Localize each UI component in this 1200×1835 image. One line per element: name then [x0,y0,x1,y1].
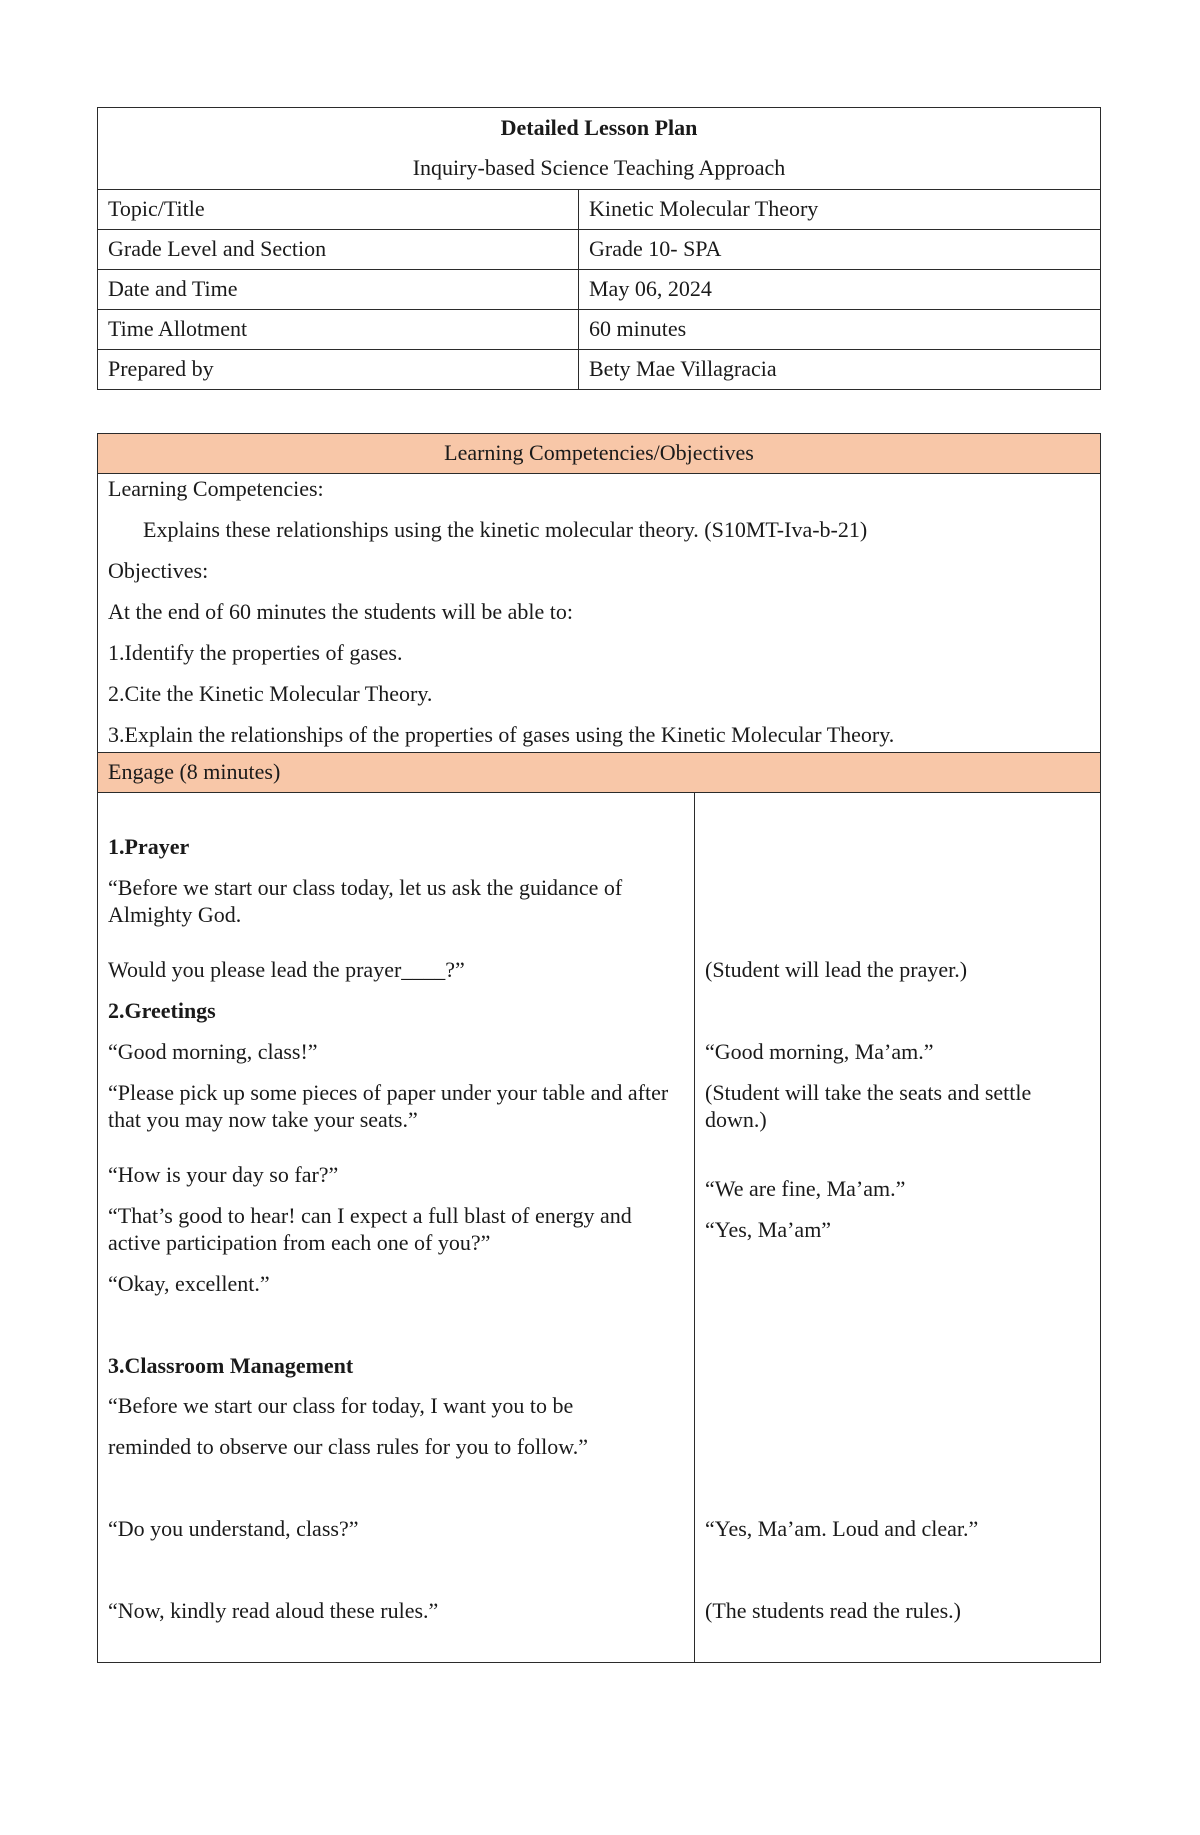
teacher-line: “Good morning, class!” [108,1039,318,1064]
row-label: Grade Level and Section [98,230,579,270]
teacher-line: “Before we start our class for today, I want you to be [108,1393,574,1418]
objectives-intro: At the end of 60 minutes the students will be able to: [108,599,573,624]
teacher-activity-column [98,793,695,1663]
prayer-heading: 1.Prayer [108,834,190,859]
table-row [98,350,1101,390]
lesson-info-table [97,107,1101,390]
competency-text: Explains these relationships using the kinetic molecular theory. (S10MT-Iva-b-21) [143,517,868,542]
row-value: May 06, 2024 [579,270,1101,310]
row-label: Time Allotment [98,310,579,350]
student-response: (The students read the rules.) [705,1598,961,1623]
document-title: Detailed Lesson Plan [500,115,698,140]
teacher-line: “Before we start our class today, let us ask the guidance of Almighty God. [108,875,623,927]
title-cell [98,108,1101,190]
objectives-label: Objectives: [108,558,209,583]
competencies-heading: Learning Competencies/Objectives [98,434,1101,474]
teacher-line: “Now, kindly read aloud these rules.” [108,1598,439,1623]
student-response: (Student will take the seats and settle down.) [705,1080,1032,1132]
competencies-label: Learning Competencies: [108,476,324,501]
engage-heading: Engage (8 minutes) [98,753,1101,793]
competencies-cell [98,474,1101,753]
table-row [98,270,1101,310]
row-value: Bety Mae Villagracia [579,350,1101,390]
teacher-line: “Please pick up some pieces of paper under your table and after that you may now take your seats.” [108,1080,669,1132]
teacher-line: reminded to observe our class rules for you to follow.” [108,1434,589,1459]
row-label: Prepared by [98,350,579,390]
objective-item: 3.Explain the relationships of the properties of gases using the Kinetic Molecular Theory. [108,722,895,747]
objective-item: 1.Identify the properties of gases. [108,640,403,665]
lesson-body-table [97,433,1101,1663]
objective-item: 2.Cite the Kinetic Molecular Theory. [108,681,433,706]
row-value: Grade 10- SPA [579,230,1101,270]
teacher-line: “Do you understand, class?” [108,1516,359,1541]
teacher-line: “Okay, excellent.” [108,1271,270,1296]
classroom-management-heading: 3.Classroom Management [108,1353,354,1378]
student-response: “Yes, Ma’am” [705,1217,832,1242]
row-value: 60 minutes [579,310,1101,350]
student-response: (Student will lead the prayer.) [705,957,968,982]
table-row [98,310,1101,350]
teacher-line: “That’s good to hear! can I expect a full blast of energy and active participation from each one of you?” [108,1203,632,1255]
row-label: Date and Time [98,270,579,310]
row-value: Kinetic Molecular Theory [579,190,1101,230]
student-activity-column [695,793,1101,1663]
teacher-line: “How is your day so far?” [108,1162,339,1187]
student-response: “Good morning, Ma’am.” [705,1039,934,1064]
teacher-line: Would you please lead the prayer____?” [108,957,465,982]
greetings-heading: 2.Greetings [108,998,216,1023]
table-row [98,230,1101,270]
student-response: “We are fine, Ma’am.” [705,1176,906,1201]
table-row [98,190,1101,230]
student-response: “Yes, Ma’am. Loud and clear.” [705,1516,979,1541]
document-subtitle: Inquiry-based Science Teaching Approach [412,155,786,180]
row-label: Topic/Title [98,190,579,230]
